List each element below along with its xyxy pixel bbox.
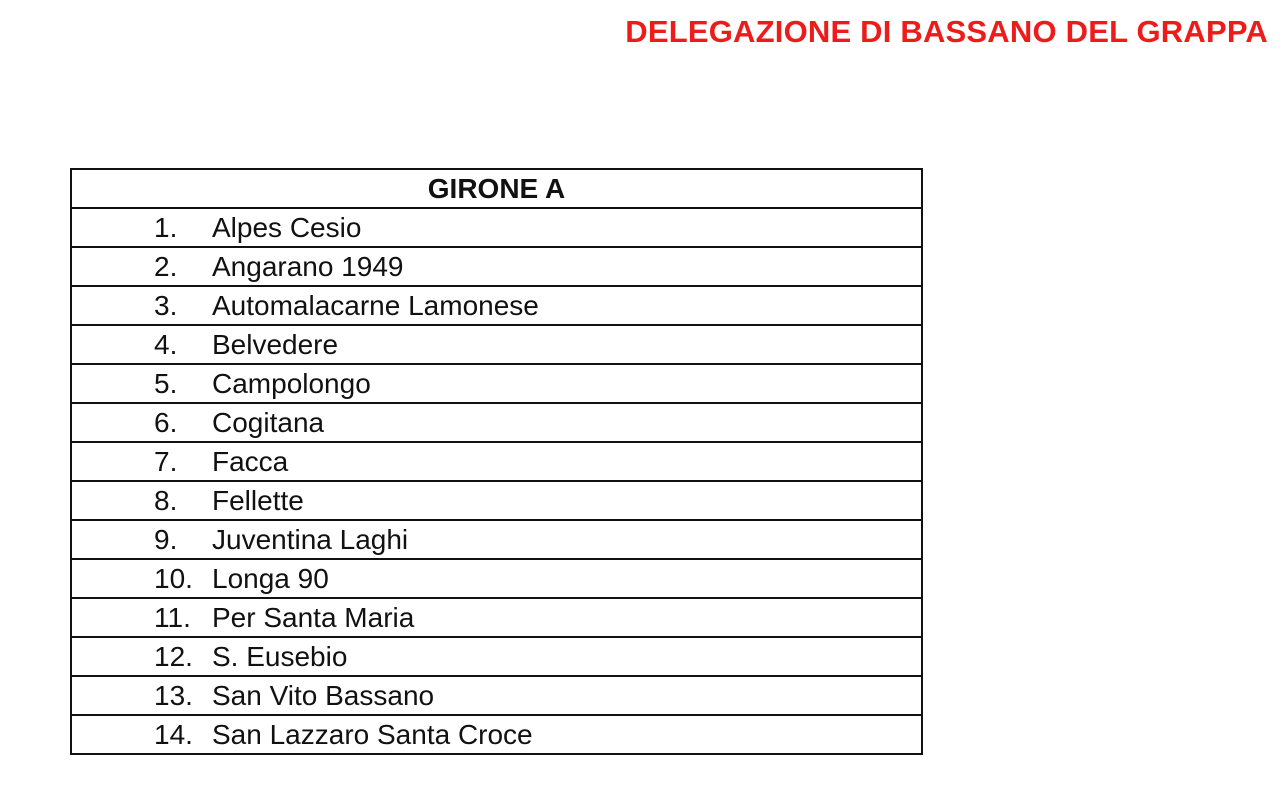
group-table: [70, 168, 923, 755]
team-name: Cogitana: [212, 407, 325, 438]
row-number: 1.: [154, 212, 178, 243]
row-number: 6.: [154, 407, 178, 438]
row-number: 4.: [154, 329, 178, 360]
row-number: 9.: [154, 524, 178, 555]
table-row: [71, 247, 922, 286]
table-cell: [71, 676, 922, 715]
table-row: [71, 598, 922, 637]
table-row: [71, 364, 922, 403]
row-number: 13.: [154, 680, 193, 711]
team-name: Campolongo: [212, 368, 371, 399]
table-cell: [71, 481, 922, 520]
team-name: Per Santa Maria: [212, 602, 415, 633]
table-row: [71, 559, 922, 598]
table-row: [71, 208, 922, 247]
page-title: DELEGAZIONE DI BASSANO DEL GRAPPA: [625, 14, 1268, 49]
row-number: 5.: [154, 368, 178, 399]
table-cell: [71, 715, 922, 754]
team-name: Facca: [212, 446, 289, 477]
table-cell: [71, 208, 922, 247]
row-number: 14.: [154, 719, 193, 750]
table-row: [71, 481, 922, 520]
team-name: Angarano 1949: [212, 251, 404, 282]
table-cell: [71, 325, 922, 364]
table-row: [71, 676, 922, 715]
table-row: [71, 637, 922, 676]
team-name: Automalacarne Lamonese: [212, 290, 539, 321]
table-cell: [71, 559, 922, 598]
table-cell: [71, 442, 922, 481]
table-cell: [71, 520, 922, 559]
table-cell: [71, 364, 922, 403]
row-number: 2.: [154, 251, 178, 282]
table-row: [71, 325, 922, 364]
team-name: San Vito Bassano: [212, 680, 435, 711]
table-cell: [71, 598, 922, 637]
row-number: 10.: [154, 563, 193, 594]
table-row: [71, 442, 922, 481]
table-row: [71, 715, 922, 754]
team-name: S. Eusebio: [212, 641, 348, 672]
team-name: Longa 90: [212, 563, 329, 594]
table-cell: [71, 247, 922, 286]
row-number: 11.: [154, 602, 191, 633]
table-row: [71, 286, 922, 325]
team-name: San Lazzaro Santa Croce: [212, 719, 533, 750]
table-cell: [71, 286, 922, 325]
row-number: 7.: [154, 446, 178, 477]
table-row: [71, 520, 922, 559]
team-name: Belvedere: [212, 329, 339, 360]
table-row: [71, 403, 922, 442]
row-number: 12.: [154, 641, 193, 672]
table-cell: [71, 403, 922, 442]
group-heading: GIRONE A: [71, 169, 922, 208]
row-number: 3.: [154, 290, 178, 321]
row-number: 8.: [154, 485, 178, 516]
team-name: Juventina Laghi: [212, 524, 409, 555]
team-name: Alpes Cesio: [212, 212, 362, 243]
table-cell: [71, 637, 922, 676]
table-header-row: [71, 169, 922, 208]
team-name: Fellette: [212, 485, 304, 516]
